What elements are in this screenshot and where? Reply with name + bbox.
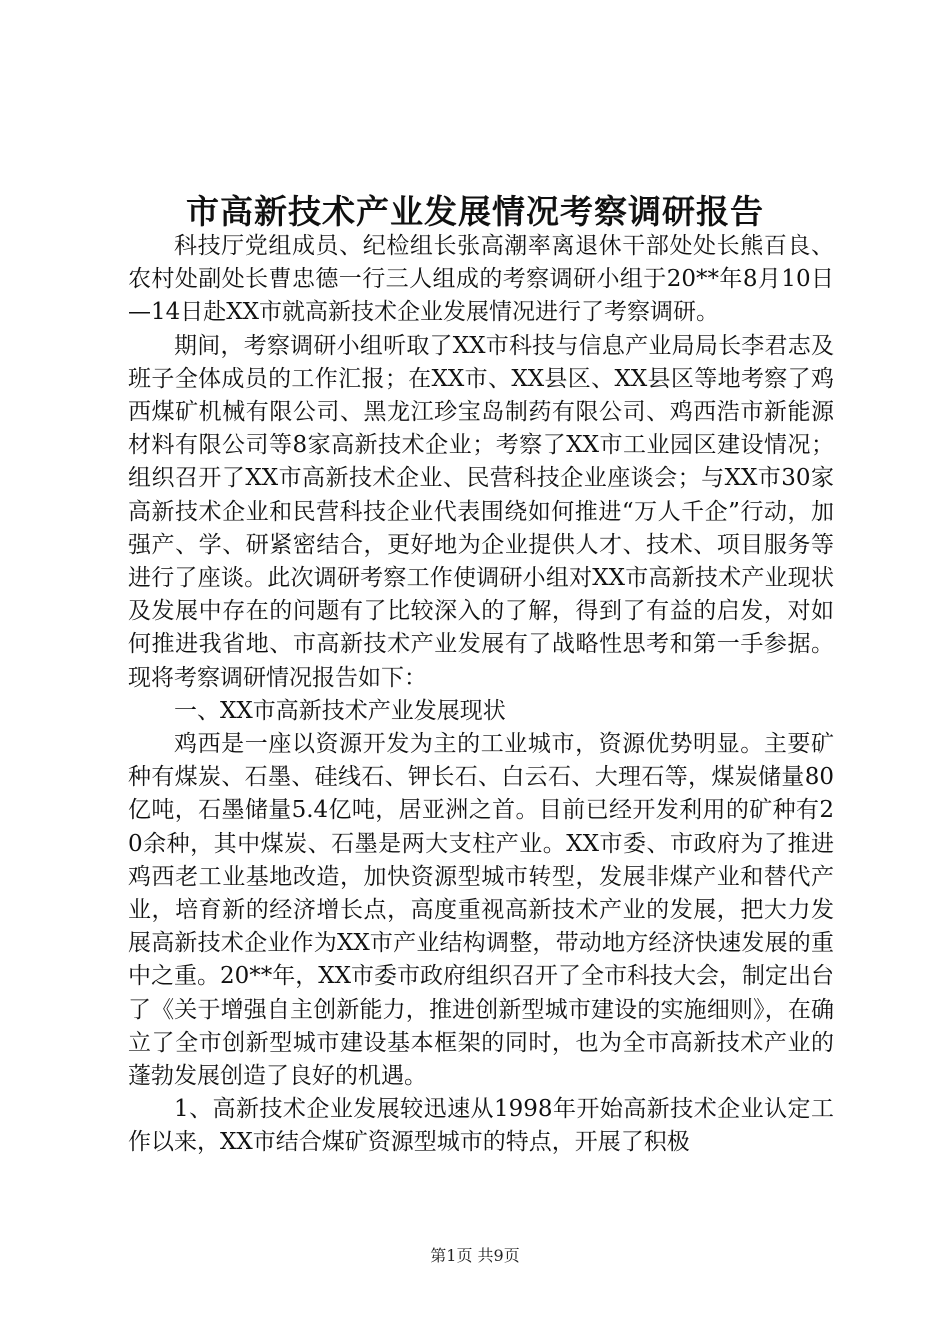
paragraph-activities: 期间，考察调研小组听取了XX市科技与信息产业局局长李君志及班子全体成员的工作汇报；在XX市、XX县区、XX县区等地考察了鸡西煤矿机械有限公司、黑龙江珍宝岛制药有限公司、鸡西浩市新能源材料有限公司等8家高新技术企业；考察了XX市工业园区建设情况；组织召开了XX市高新技术企业、民营科技企业座谈会；与XX市30家高新技术企业和民营科技企业代表围绕如何推进“万人千企”行动，加强产、学、研紧密结合，更好地为企业提供人才、技术、项目服务等进行了座谈。此次调研考察工作使调研小组对XX市高新技术产业现状及发展中存在的问题有了比较深入的了解，得到了有益的启发，对如何推进我省地、市高新技术产业发展有了战略性思考和第一手参据。现将考察调研情况报告如下： [128, 332, 834, 691]
paragraph-enterprise-growth: 1、高新技术企业发展较迅速从1998年开始高新技术企业认定工作以来，XX市结合煤矿资源型城市的特点，开展了积极 [128, 1096, 834, 1156]
paragraph-city-overview: 鸡西是一座以资源开发为主的工业城市，资源优势明显。主要矿种有煤炭、石墨、硅线石、钾长石、白云石、大理石等，煤炭储量80亿吨，石墨储量5.4亿吨，居亚洲之首。目前已经开发利用的矿种有20余种，其中煤炭、石墨是两大支柱产业。XX市委、市政府为了推进鸡西老工业基地改造，加快资源型城市转型，发展非煤产业和替代产业，培育新的经济增长点，高度重视高新技术产业的发展，把大力发展高新技术企业作为XX市产业结构调整，带动地方经济快速发展的重中之重。20**年，XX市委市政府组织召开了全市科技大会，制定出台了《关于增强自主创新能力，推进创新型城市建设的实施细则》，在确立了全市创新型城市建设基本框架的同时，也为全市高新技术产业的蓬勃发展创造了良好的机遇。 [128, 731, 835, 1090]
document-title: 市高新技术产业发展情况考察调研报告 [186, 192, 764, 231]
paragraph-intro: 科技厅党组成员、纪检组长张高潮率离退休干部处处长熊百良、农村处副处长曹忠德一行三人组成的考察调研小组于20**年8月10日—14日赴XX市就高新技术企业发展情况进行了考察调研。 [128, 233, 834, 326]
page-number-footer: 第1页 共9页 [430, 1246, 520, 1265]
section-heading-status: 一、XX市高新技术产业发展现状 [174, 697, 506, 724]
document-body [128, 230, 834, 1160]
